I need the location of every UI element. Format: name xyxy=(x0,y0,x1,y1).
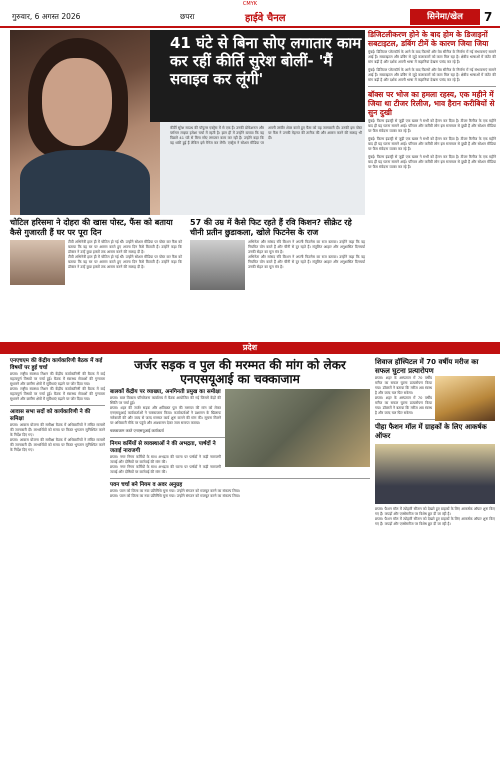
story-divider xyxy=(110,478,370,479)
story-fitness-body: अभिनेता और सांसद रवि किशन ने अपनी फिटनेस का राज बताया। उन्होंने कहा कि वह नियमित योग करते हैं और चीनी से दूर रहते हैं। संतुलित आहार और अनुशासित दिनचर्या उनकी सेहत का मूल मंत्र है। xyxy=(248,240,365,254)
section-label: सिनेमा/खेल xyxy=(410,9,480,25)
section-bar-label: प्रदेश xyxy=(242,343,258,352)
story-fitness xyxy=(190,218,365,292)
regional-story-1-body-cont: छपरा। राष्ट्रीय स्वास्थ्य मिशन की केंद्रीय कार्यकारिणी की बैठक में कई महत्वपूर्ण विषयों पर चर्चा हुई। बैठक में स्वास्थ्य सेवाओं की गुणवत्ता सुधारने और ग्रामीण क्षेत्रों में सुविधाएं बढ़ाने पर जोर दिया गया। xyxy=(10,387,105,401)
page-number: 7 xyxy=(484,10,493,24)
story-injury-headline: चोटिल हरिसमा ने दोहरा की खास पोस्ट, फैंस को बताया कैसे गुजारती हैं घर पर पूरा दिन xyxy=(10,218,173,237)
story-injury-photo xyxy=(10,240,65,285)
lead-story xyxy=(10,30,365,215)
newspaper-brand: हाईवे चैनल xyxy=(245,13,286,24)
story-fitness-photo xyxy=(190,240,245,290)
story-fitness-body-cont: अभिनेता और सांसद रवि किशन ने अपनी फिटनेस का राज बताया। उन्होंने कहा कि वह नियमित योग करते हैं और चीनी से दूर रहते हैं। संतुलित आहार और अनुशासित दिनचर्या उनकी सेहत का मूल मंत्र है। xyxy=(248,255,365,269)
story-injury-body-cont: टीवी अभिनेत्री हाल ही में चोटिल हो गई थीं। उन्होंने सोशल मीडिया पर पोस्ट कर फैंस को बताया कि वह घर पर आराम करते हुए अपना दिन कैसे बिताती हैं। उन्होंने कहा कि डॉक्टर ने उन्हें कुछ हफ्तों तक आराम करने की सलाह दी है। xyxy=(68,255,182,269)
regional-main-headline: जर्जर सड़क व पुल की मरम्मत की मांग को लेकर एनएसयूआई का चक्काजाम xyxy=(134,358,346,386)
story-fitness-headline: 57 की उम्र में कैसे फिट रहते हैं रवि किशन? सीक्रेट रहे चीनी प्रतीन छुडाकला, खोले फिटनेस के राज xyxy=(190,218,352,237)
section-bar xyxy=(0,342,500,354)
edition-city: छपरा xyxy=(180,12,195,21)
regional-story-1-body: छपरा। राष्ट्रीय स्वास्थ्य मिशन की केंद्रीय कार्यकारिणी की बैठक में कई महत्वपूर्ण विषयों पर चर्चा हुई। बैठक में स्वास्थ्य सेवाओं की गुणवत्ता सुधारने और ग्रामीण क्षेत्रों में सुविधाएं बढ़ाने पर जोर दिया गया। xyxy=(10,372,105,386)
regional-story-1-headline: एनएचएम की केंद्रीय कार्यकारिणी बैठक में कई विषयों पर हुई चर्चा xyxy=(10,358,103,371)
fashion-story-body-cont: छपरा। फैशन मॉल में त्योहारी सीजन को देखते हुए ग्राहकों के लिए आकर्षक ऑफर शुरू किए गए हैं। कपड़ों और एक्सेसरीज पर विशेष छूट दी जा रही है। xyxy=(375,517,495,526)
sub-story-2-body: छपरा। पवन को जिला का नया प्रतिनिधि चुना गया। उन्होंने संगठन को मजबूत करने का संकल्प लिया। xyxy=(110,489,241,493)
protest-photo xyxy=(225,389,370,467)
regional-main-body: छपरा। शहर की जर्जर सड़क और क्षतिग्रस्त पुल की मरम्मत की मांग को लेकर एनएसयूआई कार्यकर्ताओं ने चक्काजाम किया। कार्यकर्ताओं ने प्रशासन के खिलाफ नारेबाजी की और जल्द से जल्द मरम्मत कार्य शुरू कराने की मांग की। सूचना मिलने पर अधिकारी मौके पर पहुंचे और आश्वासन देकर जाम समाप्त कराया। xyxy=(110,406,221,425)
story-injury xyxy=(10,218,182,287)
fashion-story-body: छपरा। फैशन मॉल में त्योहारी सीजन को देखते हुए ग्राहकों के लिए आकर्षक ऑफर शुरू किए गए हैं। कपड़ों और एक्सेसरीज पर विशेष छूट दी जा रही है। xyxy=(375,507,495,516)
hospital-photo xyxy=(435,376,495,421)
regional-news xyxy=(10,358,495,753)
right-story-2-headline: बॉक्स पर भोज का हमला रहस्य, एक महीने में जिया था टीजर रिलीज, भाव हैरान करीबियों से सुन दुखी xyxy=(368,90,495,117)
issue-date: गुरुवार, 6 अगस्त 2026 xyxy=(12,12,81,21)
story-injury-body: टीवी अभिनेत्री हाल ही में चोटिल हो गई थीं। उन्होंने सोशल मीडिया पर पोस्ट कर फैंस को बताया कि वह घर पर आराम करते हुए अपना दिन कैसे बिताती हैं। उन्होंने कहा कि डॉक्टर ने उन्हें कुछ हफ्तों तक आराम करने की सलाह दी है। xyxy=(68,240,182,254)
protest-photo-caption: चक्काजाम करते एनएसयूआई कार्यकर्ता xyxy=(110,428,164,433)
right-column xyxy=(368,30,496,173)
sub-story-2-body-cont: छपरा। पवन को जिला का नया प्रतिनिधि चुना गया। उन्होंने संगठन को मजबूत करने का संकल्प लिया। xyxy=(110,494,241,498)
regional-column-4 xyxy=(375,358,495,527)
fashion-story-headline: पीहा फैशन मॉल में ग्राहकों के लिए आकर्षक ऑफर xyxy=(375,423,487,440)
column-divider xyxy=(368,86,496,87)
regional-column-1 xyxy=(10,358,105,453)
regional-main-story xyxy=(110,358,370,499)
lead-headline: 41 घंटे से बिना सोए लगातार काम कर रहीं कीर्ति सुरेश बोलीं- 'मैं सवाइव कर लूंगी' xyxy=(170,34,362,88)
hospital-story-headline: शिवाज हॉस्पिटल में 70 वर्षीय मरीज का सफल घुटना प्रत्यारोपण xyxy=(375,358,479,375)
hospital-story-body-cont: छपरा। शहर के अस्पताल में 70 वर्षीय मरीज का सफल घुटना प्रत्यारोपण किया गया। डॉक्टरों ने बताया कि मरीज अब स्वस्थ है और जल्द चल फिर सकेगा। xyxy=(375,396,432,415)
sub-story-3-headline: निगम कर्मियों से व्यवस्थाओं ने की अभद्रता, पार्षदों ने जताई नाराजगी xyxy=(110,441,216,454)
right-story-1-headline: डिजिटलीकरण होने के बाद होम के डिजाइनों सबटाइटल, डबिंग टीमें के कारण जिया जिया xyxy=(368,30,489,48)
photo-body-shape xyxy=(20,150,150,215)
right-story-1-body-cont: मुंबई। डिजिटल प्लेटफॉर्म के आने के बाद फिल्मों और वेब सीरीज के निर्माण में नई संभावनाएं सामने आई हैं। सबटाइटल और डबिंग से जुड़े कलाकारों को काम मिल रहा है। क्षेत्रीय भाषाओं में कंटेंट की मांग बढ़ी है और दर्शक अपनी भाषा में कहानियां देखना पसंद कर रहे हैं। xyxy=(368,68,496,82)
sub-story-1-headline: बालकों केंद्रीय पर व्याख्या, अनगिनती प्रमुख का समीक्षा xyxy=(110,389,221,395)
right-story-2-body: मुंबई। फिल्म इंडस्ट्री से जुड़ी एक खबर ने सभी को हैरान कर दिया है। टीजर रिलीज के एक महीने बाद ही यह घटना सामने आई। परिवार और करीबी लोग इस समाचार से दुखी हैं और सोशल मीडिया पर फैंस संवेदना व्यक्त कर रहे हैं। xyxy=(368,119,496,133)
photo-face-shape xyxy=(42,58,112,146)
regional-story-2-body: छपरा। आवास योजना की समीक्षा बैठक में अधिकारियों ने लंबित मामलों की जानकारी दी। लाभार्थियों को समय पर किस्त भुगतान सुनिश्चित करने के निर्देश दिए गए। xyxy=(10,423,105,437)
hospital-story-body: छपरा। शहर के अस्पताल में 70 वर्षीय मरीज का सफल घुटना प्रत्यारोपण किया गया। डॉक्टरों ने बताया कि मरीज अब स्वस्थ है और जल्द चल फिर सकेगा। xyxy=(375,376,432,395)
regional-story-2-body-cont: छपरा। आवास योजना की समीक्षा बैठक में अधिकारियों ने लंबित मामलों की जानकारी दी। लाभार्थियों को समय पर किस्त भुगतान सुनिश्चित करने के निर्देश दिए गए। xyxy=(10,438,105,452)
page-header xyxy=(0,8,500,28)
sub-story-2-headline: पवन चर्चा बने नियम व अवर अनुग्रह xyxy=(110,482,183,488)
sub-story-3-body-cont: छपरा। नगर निगम कर्मियों के साथ अभद्रता की घटना पर पार्षदों ने कड़ी नाराजगी जताई और दोषियों पर कार्रवाई की मांग की। xyxy=(110,465,221,474)
actress-photo xyxy=(10,30,160,215)
fashion-mall-photo xyxy=(375,444,495,504)
sub-story-3-body: छपरा। नगर निगम कर्मियों के साथ अभद्रता की घटना पर पार्षदों ने कड़ी नाराजगी जताई और दोषियों पर कार्रवाई की मांग की। xyxy=(110,455,221,464)
right-story-2-body-cont2: मुंबई। फिल्म इंडस्ट्री से जुड़ी एक खबर ने सभी को हैरान कर दिया है। टीजर रिलीज के एक महीने बाद ही यह घटना सामने आई। परिवार और करीबी लोग इस समाचार से दुखी हैं और सोशल मीडिया पर फैंस संवेदना व्यक्त कर रहे हैं। xyxy=(368,155,496,169)
right-story-2-body-cont: मुंबई। फिल्म इंडस्ट्री से जुड़ी एक खबर ने सभी को हैरान कर दिया है। टीजर रिलीज के एक महीने बाद ही यह घटना सामने आई। परिवार और करीबी लोग इस समाचार से दुखी हैं और सोशल मीडिया पर फैंस संवेदना व्यक्त कर रहे हैं। xyxy=(368,137,496,151)
right-story-1-body: मुंबई। डिजिटल प्लेटफॉर्म के आने के बाद फिल्मों और वेब सीरीज के निर्माण में नई संभावनाएं सामने आई हैं। सबटाइटल और डबिंग से जुड़े कलाकारों को काम मिल रहा है। क्षेत्रीय भाषाओं में कंटेंट की मांग बढ़ी है और दर्शक अपनी भाषा में कहानियां देखना पसंद कर रहे हैं। xyxy=(368,50,496,64)
story-divider xyxy=(10,405,105,406)
lead-body-text: कीर्ति सुरेश साउथ की पॉपुलर एक्ट्रेस में से एक हैं। उनकी प्रोफेशनल और पर्सनल लाइफ हमेशा चर्चा में रहती है। हाल ही में उन्होंने बताया कि वह पिछले 41 घंटे से बिना सोए लगातार काम कर रही हैं। उन्होंने कहा कि वह थकी हुई हैं लेकिन इसे मैनेज कर लेंगी। एक्ट्रेस ने सोशल मीडिया पर अपनी तस्वीर शेयर करते हुए फैंस को यह जानकारी दी। उनकी इस पोस्ट पर फैंस ने उनकी मेहनत की तारीफ की और आराम करने की सलाह भी दी। xyxy=(170,126,362,145)
print-registration-mark: CMYK xyxy=(242,1,258,7)
regional-story-2-headline: आवास सभा सदों को कार्यकारिणी ने की समिक्षा xyxy=(10,409,91,422)
sub-story-1-body: छपरा। बाल विकास परियोजना कार्यालय में बैठक आयोजित की गई जिसमें केंद्रों की स्थिति पर चर्चा हुई। xyxy=(110,396,221,405)
